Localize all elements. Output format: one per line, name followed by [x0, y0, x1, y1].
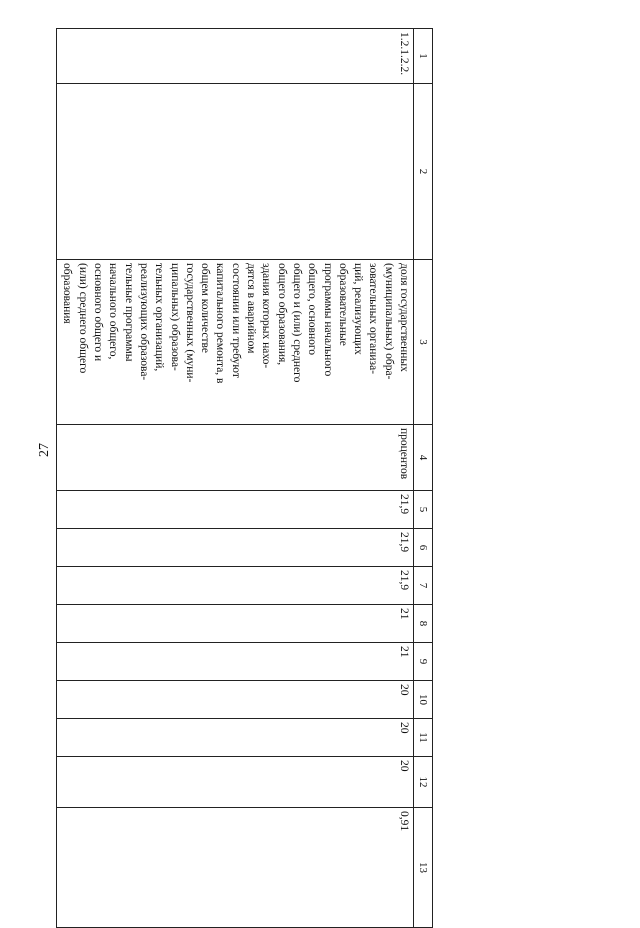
indicator-line: (или) среднего общего — [76, 263, 89, 374]
header-col-8: 8 — [414, 605, 433, 643]
table-row — [57, 29, 414, 928]
header-col-7: 7 — [414, 567, 433, 605]
value-col-5: 21,9 — [57, 491, 414, 529]
header-col-13: 13 — [414, 808, 433, 928]
indicator-line: тельные программы — [122, 263, 135, 362]
row-code: 1.2.1.2.2. — [57, 29, 414, 84]
indicator-line: образовательные — [336, 263, 349, 346]
row-name — [57, 84, 414, 260]
header-col-4: 4 — [414, 425, 433, 491]
indicator-line: (муниципальных) обра- — [382, 263, 395, 380]
indicator-line: государственных (муни- — [183, 263, 196, 383]
indicator-line: общего, основного — [306, 263, 319, 356]
header-col-11: 11 — [414, 719, 433, 757]
indicator-line: реализующих образова- — [137, 263, 150, 381]
page-number: 27 — [37, 443, 52, 457]
header-col-6: 6 — [414, 529, 433, 567]
value-col-11: 20 — [57, 719, 414, 757]
indicator-line: общего и (или) среднего — [290, 263, 303, 383]
indicator-line: зовательных организа- — [367, 263, 380, 375]
value-col-12: 20 — [57, 757, 414, 808]
indicator-description — [57, 260, 414, 425]
header-col-2: 2 — [414, 84, 433, 260]
indicator-line: общего образования, — [275, 263, 288, 366]
data-table — [61, 28, 433, 873]
indicator-line: доля государственных — [398, 263, 410, 372]
header-col-5: 5 — [414, 491, 433, 529]
indicator-line: программы начального — [321, 263, 334, 377]
indicator-line: состоянии или требуют — [229, 263, 242, 378]
indicator-line: образования — [61, 263, 74, 324]
header-col-12: 12 — [414, 757, 433, 808]
rotated-table-frame — [61, 28, 433, 873]
indicator-line: капитального ремонта, в — [214, 263, 227, 384]
header-col-1: 1 — [414, 29, 433, 84]
indicator-line: ций, реализующих — [352, 263, 365, 355]
indicator-line: тельных организаций, — [153, 263, 166, 372]
value-col-6: 21,9 — [57, 529, 414, 567]
indicator-line: дятся в аварийном — [245, 263, 258, 354]
value-col-10: 20 — [57, 681, 414, 719]
header-row — [414, 29, 433, 928]
header-col-9: 9 — [414, 643, 433, 681]
indicator-line: ципальных) образова- — [168, 263, 181, 371]
indicator-line: здания которых нахо- — [260, 263, 273, 369]
header-col-10: 10 — [414, 681, 433, 719]
value-col-13: 0,91 — [57, 808, 414, 928]
indicator-line: основного общего и — [92, 263, 105, 362]
unit-cell: процентов — [57, 425, 414, 491]
indicator-line: общем количестве — [199, 263, 212, 353]
value-col-8: 21 — [57, 605, 414, 643]
value-col-9: 21 — [57, 643, 414, 681]
header-col-3: 3 — [414, 260, 433, 425]
indicator-line: начального общего, — [107, 263, 120, 360]
value-col-7: 21,9 — [57, 567, 414, 605]
